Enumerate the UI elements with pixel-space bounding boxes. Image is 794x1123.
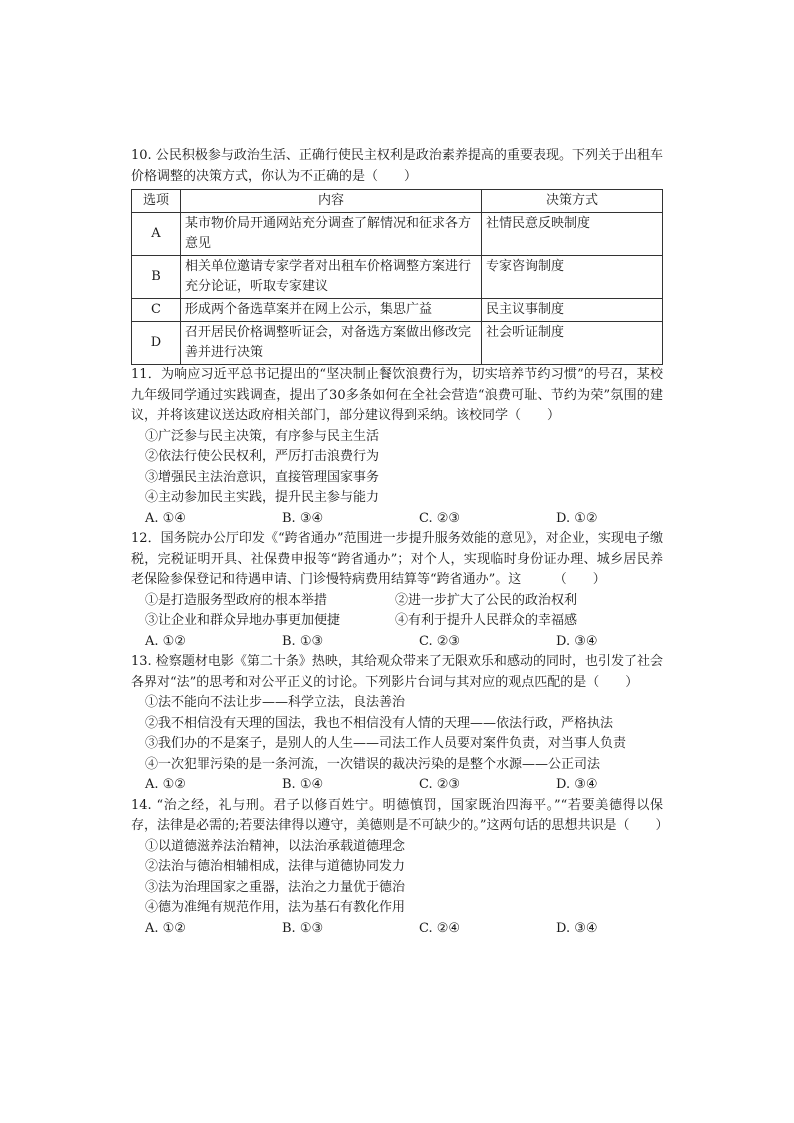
table-row: [132, 299, 663, 322]
q14-statement: ②法治与德治相辅相成，法律与道德协同发力: [145, 859, 406, 874]
choice-d[interactable]: D. ③④: [556, 633, 598, 649]
exam-content: [131, 146, 669, 939]
table-cell-option: C: [132, 299, 181, 322]
table-header: 选项: [132, 190, 181, 213]
q12-statement: ④有利于提升人民群众的幸福感: [395, 613, 578, 628]
choice-b[interactable]: B. ①③: [282, 633, 324, 649]
choice-d[interactable]: D. ①②: [556, 510, 598, 526]
choice-a[interactable]: A. ①④: [145, 510, 186, 526]
table-row: [132, 256, 663, 299]
table-cell-content: 某市物价局开通网站充分调查了解情况和征求各方意见: [181, 213, 482, 256]
choice-c[interactable]: C. ②③: [419, 777, 461, 792]
q13-stem: 13. 检察题材电影《第二十条》热映，其给观众带来了无限欢乐和感动的同时，也引发了社会各界对“法”的思考和对公平正义的讨论。下列影片台词与其对应的观点匹配的是（ ）: [131, 654, 663, 690]
q12-choices: [131, 632, 663, 653]
q13-choices: [131, 775, 663, 796]
choice-a[interactable]: A. ①②: [145, 633, 186, 649]
table-cell-method: 专家咨询制度: [482, 256, 663, 299]
table-cell-option: B: [132, 256, 181, 299]
choice-c[interactable]: C. ②③: [419, 510, 461, 526]
q12-stem: 12．国务院办公厅印发《“跨省通办”范围进一步提升服务效能的意见》，对企业，实现电子缴税，完税证明开具、社保费申报等“跨省通办”；对个人，实现临时身份证办理、城乡居民养老保险参保登记和待遇申请、门诊慢特病费用结算等“跨省通办”。这 （ ）: [131, 531, 663, 587]
q12-statement: ①是打造服务型政府的根本举措: [145, 592, 328, 608]
choice-d[interactable]: D. ③④: [556, 920, 598, 936]
table-header: 内容: [181, 190, 482, 213]
q14-stem: 14. “治之经，礼与刑。君子以修百姓宁。明德慎罚，国家既治四海平。”“若要美德得以保存，法律是必需的;若要法律得以遵守，美德则是不可缺少的。”这两句话的思想共识是（ ）: [131, 797, 669, 833]
q11-choices: [131, 509, 663, 530]
q12-statement: ③让企业和群众异地办事更加便捷: [145, 613, 341, 628]
choice-b[interactable]: B. ①③: [282, 920, 324, 936]
table-cell-method: 民主议事制度: [482, 299, 663, 322]
q11-stem: 11．为响应习近平总书记提出的“坚决制止餐饮浪费行为，切实培养节约习惯”的号召，某校九年级同学通过实践调查，提出了30多条如何在全社会营造“浪费可耻、节约为荣”氛围的建议，并将该建议送达政府相关部门，部分建议得到采纳。该校同学（ ）: [131, 367, 663, 423]
choice-d[interactable]: D. ③④: [556, 777, 598, 792]
table-header: 决策方式: [482, 190, 663, 213]
table-header-row: [132, 190, 663, 213]
q14-statement: ④德为准绳有规范作用，法为基石有教化作用: [145, 900, 406, 915]
table-cell-content: 召开居民价格调整听证会，对备选方案做出修改完善并进行决策: [181, 322, 482, 365]
table-cell-option: D: [132, 322, 181, 365]
q11-statement: ②依法行使公民权利，严厉打击浪费行为: [145, 449, 380, 464]
q11-statement: ③增强民主法治意识，直接管理国家事务: [145, 469, 380, 485]
table-cell-method: 社情民意反映制度: [482, 213, 663, 256]
q11-statement: ④主动参加民主实践，提升民主参与能力: [145, 490, 380, 505]
q13-statement: ①法不能向不法让步——科学立法，良法善治: [145, 695, 406, 710]
table-cell-content: 相关单位邀请专家学者对出租车价格调整方案进行充分论证，听取专家建议: [181, 256, 482, 299]
q13-statement: ②我不相信没有天理的国法，我也不相信没有人情的天理——依法行政，严格执法: [145, 715, 614, 731]
q14-statement: ①以道德滋养法治精神，以法治承载道德理念: [145, 838, 406, 854]
q12-statement: ②进一步扩大了公民的政治权利: [395, 592, 578, 608]
table-row: [132, 322, 663, 365]
q10-decision-table: [131, 189, 663, 365]
choice-a[interactable]: A. ①②: [145, 777, 186, 792]
q13-statement: ④一次犯罪污染的是一条河流，一次错误的裁决污染的是整个水源——公正司法: [145, 756, 601, 772]
q13-statement: ③我们办的不是案子，是别人的人生——司法工作人员要对案件负责，对当事人负责: [145, 736, 627, 751]
table-cell-method: 社会听证制度: [482, 322, 663, 365]
q14-statement: ③法为治理国家之重器，法治之力量优于德治: [145, 879, 406, 895]
q14-choices: [131, 919, 663, 940]
table-row: [132, 213, 663, 256]
choice-a[interactable]: A. ①②: [145, 920, 186, 936]
choice-b[interactable]: B. ③④: [282, 510, 324, 526]
q11-statement: ①广泛参与民主决策，有序参与民主生活: [145, 428, 380, 444]
table-cell-option: A: [132, 213, 181, 256]
q12-statements-row-1: [131, 591, 663, 612]
choice-c[interactable]: C. ②④: [419, 920, 461, 936]
choice-b[interactable]: B. ①④: [282, 777, 324, 792]
q12-statements-row-2: [131, 611, 663, 632]
table-cell-content: 形成两个备选草案并在网上公示，集思广益: [181, 299, 482, 322]
choice-c[interactable]: C. ②③: [419, 633, 461, 649]
q10-stem: 10. 公民积极参与政治生活、正确行使民主权利是政治素养提高的重要表现。下列关于出租车价格调整的决策方式，你认为不正确的是（ ）: [131, 148, 663, 184]
